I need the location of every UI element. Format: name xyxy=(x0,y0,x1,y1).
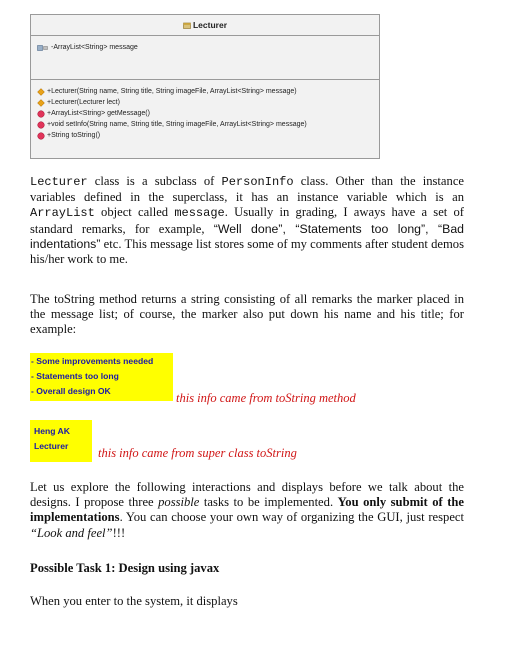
text-span: !!! xyxy=(112,525,126,540)
method-icon xyxy=(37,132,45,140)
uml-method-text: +ArrayList<String> getMessage() xyxy=(47,110,150,117)
text-span: . You can choose your own way of organizing the GUI, just respect xyxy=(119,510,464,525)
remark-line: - Statements too long xyxy=(31,371,119,381)
method-icon xyxy=(37,121,45,129)
paragraph-lecturer-description xyxy=(30,174,464,267)
italic-possible: possible xyxy=(158,495,200,510)
uml-class-diagram xyxy=(30,14,380,159)
text-span: etc. This message list stores some of my comments after student demos his/her work to me. xyxy=(30,236,464,267)
super-note: this info came from super class toString xyxy=(98,446,297,460)
code-lecturer: Lecturer xyxy=(30,175,88,189)
uml-method-text: +Lecturer(Lecturer lect) xyxy=(47,99,120,106)
uml-method-row xyxy=(37,108,379,119)
code-message: message xyxy=(174,206,225,221)
remark-line: - Some improvements needed xyxy=(31,356,154,366)
text-span: tasks to be implemented. xyxy=(199,495,338,510)
uml-field-text: -ArrayList<String> message xyxy=(51,44,138,51)
italic-look-and-feel: “Look and feel” xyxy=(30,525,113,540)
paragraph-interactions xyxy=(30,480,464,541)
code-personinfo: PersonInfo xyxy=(221,175,294,189)
text-span: object called xyxy=(94,205,175,220)
uml-method-row xyxy=(37,97,379,108)
remarks-example-box xyxy=(30,353,173,401)
private-field-icon xyxy=(37,44,49,52)
uml-field-row xyxy=(37,42,379,53)
task1-heading: Possible Task 1: Design using javax xyxy=(30,561,220,575)
text-span: Let us explore the following interactions and displays before we talk about the designs. I propose three xyxy=(30,480,464,510)
uml-method-text: +Lecturer(String name, String title, String imageFile, ArrayList<String> message) xyxy=(47,88,297,95)
constructor-icon xyxy=(37,88,45,96)
constructor-icon xyxy=(37,99,45,107)
bold-submit-note: You only submit of the implementations xyxy=(30,495,465,525)
method-icon xyxy=(37,110,45,118)
uml-fields-section xyxy=(31,36,379,80)
uml-class-name: Lecturer xyxy=(192,20,227,30)
super-line: Heng AK xyxy=(34,426,70,436)
class-icon xyxy=(183,22,191,29)
uml-method-text: +void setInfo(String name, String title, String imageFile, ArrayList<String> message) xyxy=(47,121,307,128)
paragraph-tostring-description: The toString method returns a string consisting of all remarks the marker placed in the message list; of course, the marker also put down his name and his title; for example: xyxy=(30,292,464,337)
uml-class-header xyxy=(31,15,379,36)
super-example-box xyxy=(30,420,92,462)
uml-method-row xyxy=(37,119,379,130)
quoted-remarks: “Well done”, “Statements too long”, “Bad indentations” xyxy=(30,221,464,251)
text-span: class. Other than the instance variables defined in the superclass, it has an instance variable which is an xyxy=(30,174,464,205)
uml-method-text: +String toString() xyxy=(47,132,101,139)
remarks-note: this info came from toString method xyxy=(176,391,356,405)
uml-methods-section xyxy=(31,80,379,141)
text-span: class is a subclass of xyxy=(87,174,222,188)
text-span: . Usually in grading, I aways have a set of standard remarks, for example, xyxy=(30,205,465,236)
uml-method-row xyxy=(37,86,379,97)
code-arraylist: ArrayList xyxy=(30,206,95,221)
super-line: Lecturer xyxy=(34,441,69,451)
remark-line: - Overall design OK xyxy=(31,386,111,396)
paragraph-system-display: When you enter to the system, it displays xyxy=(30,594,238,608)
uml-method-row xyxy=(37,130,379,141)
